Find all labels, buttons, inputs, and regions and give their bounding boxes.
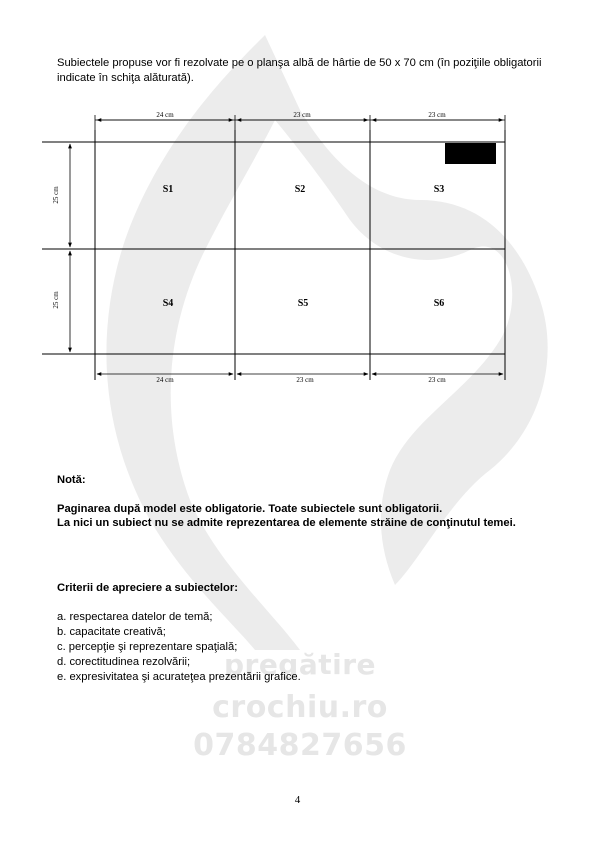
layout-diagram [0, 100, 595, 390]
subject-label-s1: S1 [162, 184, 174, 195]
note-body [57, 502, 527, 530]
s3-corner-marker [445, 143, 496, 164]
subject-label-s3: S3 [433, 184, 445, 195]
note-heading: Notă: [57, 474, 86, 486]
watermark-text-line1: pregătire [223, 648, 377, 681]
subject-label-s4: S4 [162, 298, 174, 309]
watermark-text-line3: 0784827656 [193, 728, 407, 763]
top-dimension-label-1: 24 cm [156, 111, 174, 119]
criteria-item: e. expresivitatea şi acurateţea prezentării grafice. [57, 671, 301, 683]
intro-paragraph: Subiectele propuse vor fi rezolvate pe o planşa albă de hârtie de 50 x 70 cm (în poziţiile obligatorii indicate în schiţa alăturată). [57, 57, 542, 84]
bottom-dimension-label-3: 23 cm [428, 376, 446, 384]
bottom-dimension-label-1: 24 cm [156, 376, 174, 384]
left-dimension-label-2: 25 cm [52, 291, 60, 309]
note-line-2: La nici un subiect nu se admite reprezentarea de elemente străine de conţinutul temei. [57, 517, 516, 529]
left-dimension-label-1: 25 cm [52, 186, 60, 204]
subject-label-s2: S2 [294, 184, 306, 195]
top-dimension-label-3: 23 cm [428, 111, 446, 119]
criteria-item: a. respectarea datelor de temă; [57, 611, 213, 623]
criteria-list [57, 610, 301, 685]
subject-label-s5: S5 [297, 298, 309, 309]
criteria-heading: Criterii de apreciere a subiectelor: [57, 582, 238, 594]
watermark-text-line2: crochiu.ro [212, 690, 388, 725]
note-line-1: Paginarea după model este obligatorie. Toate subiectele sunt obligatorii. [57, 503, 443, 515]
top-dimension-label-2: 23 cm [293, 111, 311, 119]
bottom-dimension-label-2: 23 cm [296, 376, 314, 384]
criteria-item: b. capacitate creativă; [57, 626, 166, 638]
page-number: 4 [294, 794, 301, 806]
criteria-item: c. percepţie şi reprezentare spaţială; [57, 641, 238, 653]
subject-label-s6: S6 [433, 298, 445, 309]
criteria-item: d. corectitudinea rezolvării; [57, 656, 191, 668]
